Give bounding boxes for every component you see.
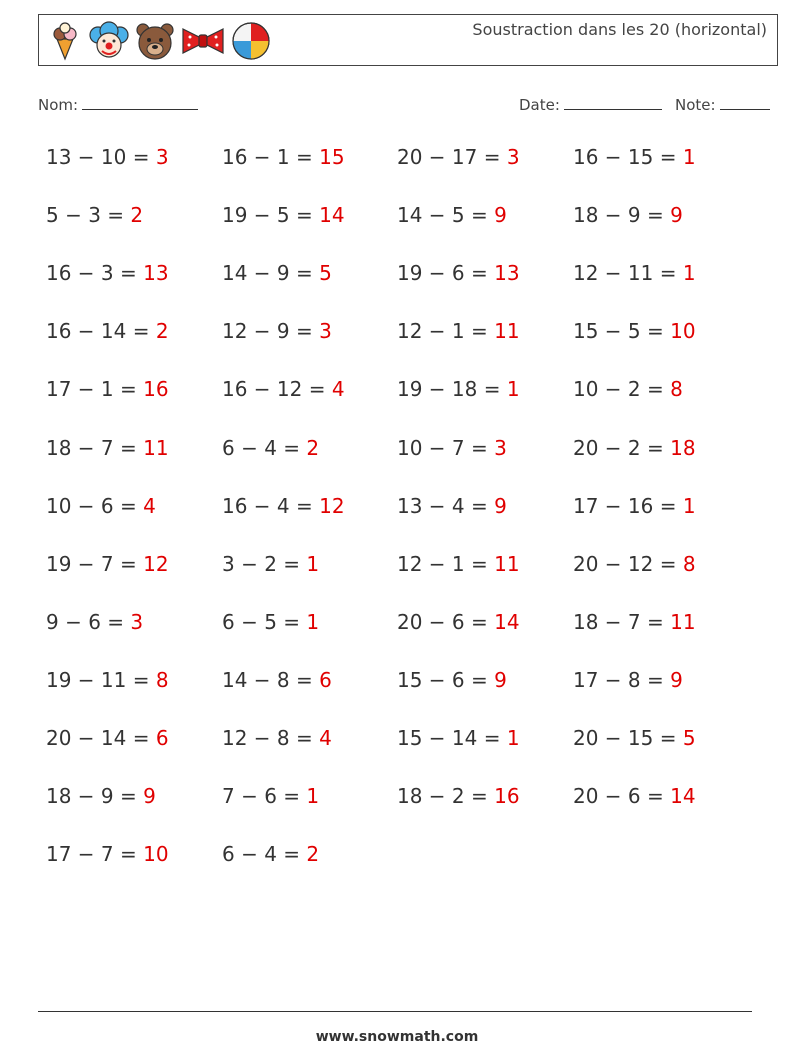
problem-question: 16 − 14 = [46,319,156,344]
problem-question: 19 − 11 = [46,667,156,692]
problem-item [46,145,169,169]
problem-item [573,726,696,750]
problem-question: 19 − 18 = [397,377,507,402]
problem-answer: 1 [682,145,696,169]
problem-question: 10 − 2 = [573,377,671,402]
problem-item [573,436,696,460]
problem-answer: 2 [155,319,169,344]
problem-question: 7 − 6 = [222,784,307,809]
problem-answer: 9 [143,784,156,809]
problem-item [573,319,696,343]
bear-icon [135,21,175,61]
problem-answer: 3 [130,609,144,634]
problem-question: 6 − 4 = [222,842,307,867]
problem-answer: 6 [155,726,169,750]
problem-question: 16 − 15 = [573,145,683,169]
problem-answer: 8 [670,377,683,402]
problem-item [222,842,319,866]
problem-question: 3 − 2 = [222,551,307,576]
problem-answer: 4 [319,726,332,750]
problem-question: 12 − 11 = [573,261,683,286]
ice-cream-icon [47,21,83,61]
problem-question: 6 − 4 = [222,435,307,460]
score-field[interactable] [675,95,770,114]
problem-question: 6 − 5 = [222,609,307,634]
problem-question: 13 − 4 = [397,493,495,518]
problem-question: 15 − 5 = [573,319,671,344]
problem-item [222,726,332,750]
problem-answer: 3 [319,319,332,344]
problem-item [397,145,520,169]
beach-ball-icon [231,21,271,61]
problem-answer: 11 [494,319,520,344]
date-line[interactable] [564,95,662,110]
problem-answer: 5 [319,261,332,286]
problem-item [397,610,520,634]
problem-item [222,784,319,808]
problem-item [46,436,169,460]
problem-answer: 8 [155,667,169,692]
problem-question: 16 − 3 = [46,261,144,286]
problem-item [222,319,332,343]
problem-answer: 11 [143,435,169,460]
problem-item [46,377,169,401]
problem-item [46,784,156,808]
problem-question: 12 − 1 = [397,551,495,576]
problem-question: 16 − 12 = [222,377,332,402]
name-label: Nom: [38,96,79,114]
problem-item [573,145,696,169]
problem-item [222,203,345,227]
problem-item [573,261,696,285]
problem-question: 12 − 8 = [222,726,320,750]
name-field[interactable] [38,95,198,114]
problem-question: 17 − 16 = [573,493,683,518]
problem-answer: 16 [143,377,169,402]
problem-item [222,377,345,401]
problem-item [573,784,696,808]
problem-answer: 9 [494,493,507,518]
problem-answer: 1 [506,377,520,402]
bow-tie-icon [181,21,225,61]
worksheet-title: Soustraction dans les 20 (horizontal) [472,20,767,39]
problem-answer: 1 [306,609,320,634]
problem-question: 20 − 12 = [573,551,683,576]
problem-answer: 16 [494,784,520,809]
problem-answer: 4 [331,377,345,402]
problem-question: 20 − 15 = [573,726,683,750]
problem-answer: 5 [682,726,696,750]
problem-item [397,377,520,401]
problem-answer: 6 [319,667,332,692]
problem-item [46,842,169,866]
problem-item [222,261,332,285]
problem-item [573,377,683,401]
problem-item [397,494,507,518]
problem-answer: 2 [130,203,144,228]
date-label: Date: [519,96,560,114]
problem-answer: 4 [143,493,156,518]
problem-question: 16 − 1 = [222,145,320,169]
problem-question: 18 − 2 = [397,784,495,809]
problem-question: 15 − 6 = [397,667,495,692]
problem-answer: 1 [506,726,520,750]
clown-icon [89,21,129,61]
problem-answer: 9 [494,203,507,228]
problem-item [222,552,319,576]
problem-answer: 10 [670,319,696,344]
problem-item [46,726,169,750]
problem-answer: 3 [155,145,169,169]
problem-question: 14 − 5 = [397,203,495,228]
worksheet-header [38,14,778,66]
problem-answer: 14 [670,784,696,809]
problem-question: 18 − 9 = [573,203,671,228]
problem-answer: 1 [306,784,320,809]
problem-item [397,552,520,576]
problem-answer: 12 [319,493,345,518]
problem-question: 18 − 7 = [573,609,671,634]
score-line[interactable] [720,95,770,110]
problem-answer: 1 [306,551,320,576]
problem-item [397,668,507,692]
problem-answer: 1 [682,261,696,286]
problem-answer: 1 [682,493,696,518]
problem-answer: 2 [306,435,320,460]
problem-answer: 12 [143,551,169,576]
problem-item [573,494,696,518]
problem-item [397,261,520,285]
problem-answer: 13 [143,261,169,286]
problem-item [397,436,507,460]
problem-question: 18 − 7 = [46,435,144,460]
header-icons [47,21,271,61]
problem-question: 20 − 6 = [397,609,495,634]
problem-answer: 8 [682,551,696,576]
problem-answer: 14 [494,609,520,634]
problem-question: 14 − 8 = [222,667,320,692]
problem-item [222,436,319,460]
problem-question: 17 − 8 = [573,667,671,692]
problem-answer: 9 [670,203,683,228]
problem-question: 20 − 14 = [46,726,156,750]
problem-item [573,203,683,227]
problem-question: 19 − 5 = [222,203,320,228]
problem-answer: 18 [670,435,696,460]
problem-item [222,668,332,692]
problem-question: 20 − 6 = [573,784,671,809]
problem-question: 20 − 2 = [573,435,671,460]
problem-question: 15 − 14 = [397,726,507,750]
problem-item [573,668,683,692]
score-label: Note: [675,96,716,114]
problem-question: 12 − 1 = [397,319,495,344]
problem-answer: 14 [319,203,345,228]
problem-item [46,319,169,343]
problem-item [397,784,520,808]
problem-item [397,726,520,750]
problem-question: 5 − 3 = [46,203,131,228]
problem-question: 10 − 6 = [46,493,144,518]
problem-item [397,203,507,227]
problem-answer: 9 [670,667,683,692]
problem-answer: 3 [506,145,520,169]
name-line[interactable] [82,95,198,110]
problem-answer: 3 [494,435,507,460]
problem-question: 17 − 7 = [46,842,144,867]
problem-answer: 13 [494,261,520,286]
problem-answer: 11 [670,609,696,634]
problem-question: 17 − 1 = [46,377,144,402]
problem-question: 20 − 17 = [397,145,507,169]
problem-answer: 2 [306,842,320,867]
problem-question: 14 − 9 = [222,261,320,286]
problem-item [46,668,169,692]
footer-url: www.snowmath.com [315,1029,479,1045]
problem-item [46,552,169,576]
problem-question: 16 − 4 = [222,493,320,518]
problem-question: 9 − 6 = [46,609,131,634]
problem-question: 12 − 9 = [222,319,320,344]
problem-question: 10 − 7 = [397,435,495,460]
problem-question: 19 − 7 = [46,551,144,576]
problem-item [46,261,169,285]
problem-answer: 9 [494,667,507,692]
problem-answer: 15 [319,145,345,169]
problem-item [222,494,345,518]
problem-item [573,610,696,634]
problem-item [46,494,156,518]
date-field[interactable] [519,95,662,114]
problem-item [397,319,520,343]
problem-answer: 10 [143,842,169,867]
footer-divider [38,1011,752,1012]
problem-item [222,145,345,169]
problem-answer: 11 [494,551,520,576]
problem-item [46,203,143,227]
problem-question: 19 − 6 = [397,261,495,286]
problem-item [46,610,143,634]
problem-question: 18 − 9 = [46,784,144,809]
problem-item [222,610,319,634]
problem-item [573,552,696,576]
problem-question: 13 − 10 = [46,145,156,169]
